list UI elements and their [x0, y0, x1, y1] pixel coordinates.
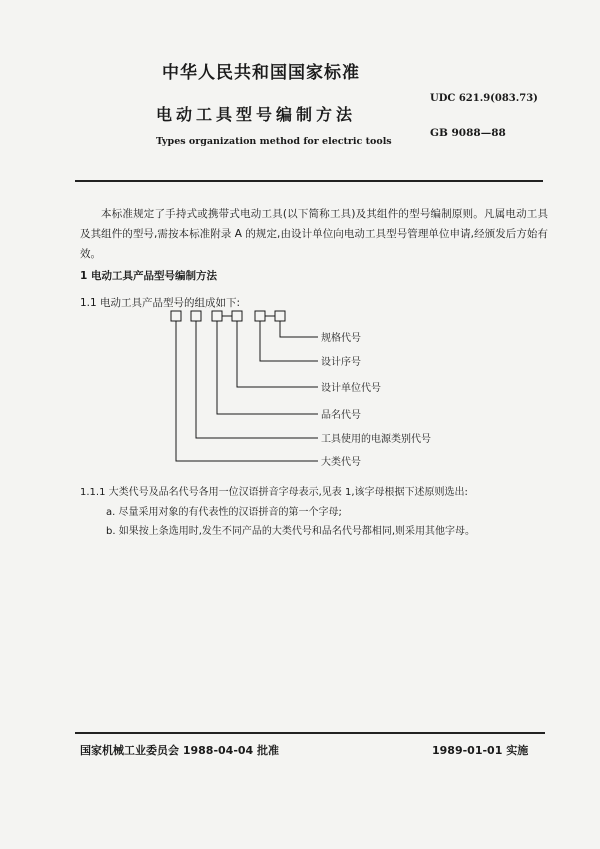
leader-power-source	[196, 321, 318, 438]
code-box-5	[255, 311, 265, 321]
list-item-b: b. 如果按上条选用时,发生不同产品的大类代号和品名代号都相同,则采用其他字母。	[106, 526, 476, 537]
code-box-6	[275, 311, 285, 321]
label-category: 大类代号	[321, 457, 361, 468]
leader-design-unit	[237, 321, 318, 387]
country-standard-title: 中华人民共和国国家标准	[162, 63, 360, 83]
intro-paragraph: 本标准规定了手持式或携带式电动工具(以下简称工具)及其组件的型号编制原则。凡属电动工具及其组件的型号,需按本标准附录 A 的规定,由设计单位向电动工具型号管理单位申请,经颁发后方始有效。	[80, 208, 548, 260]
code-box-3	[212, 311, 222, 321]
list-item-a: a. 尽量采用对象的有代表性的汉语拼音的第一个字母;	[106, 507, 342, 518]
label-product-name: 品名代号	[321, 410, 361, 421]
gb-standard-number: GB 9088—88	[430, 127, 506, 139]
udc-code: UDC 621.9(083.73)	[430, 93, 538, 104]
label-design-unit: 设计单位代号	[321, 383, 381, 394]
label-power-source: 工具使用的电源类别代号	[321, 434, 431, 445]
document-title: 电动工具型号编制方法	[156, 105, 357, 124]
code-box-2	[191, 311, 201, 321]
leader-category	[176, 321, 318, 461]
leader-product-name	[217, 321, 318, 414]
code-box-1	[171, 311, 181, 321]
leader-design-serial	[260, 321, 318, 361]
code-box-4	[232, 311, 242, 321]
section-1-1-1-text: 1.1.1 大类代号及品名代号各用一位汉语拼音字母表示,见表 1,该字母根据下述原则选出:	[80, 487, 468, 498]
approval-line: 国家机械工业委员会 1988-04-04 批准	[80, 744, 280, 757]
section-1-1-text: 1.1 电动工具产品型号的组成如下:	[80, 297, 241, 309]
label-design-serial: 设计序号	[321, 357, 361, 368]
footer-divider	[75, 732, 545, 734]
section-1-heading: 1 电动工具产品型号编制方法	[80, 270, 217, 282]
english-title: Types organization method for electric tools	[156, 136, 392, 147]
implementation-date: 1989-01-01 实施	[432, 744, 529, 757]
leader-spec-code	[280, 321, 318, 337]
label-spec-code: 规格代号	[321, 333, 361, 344]
